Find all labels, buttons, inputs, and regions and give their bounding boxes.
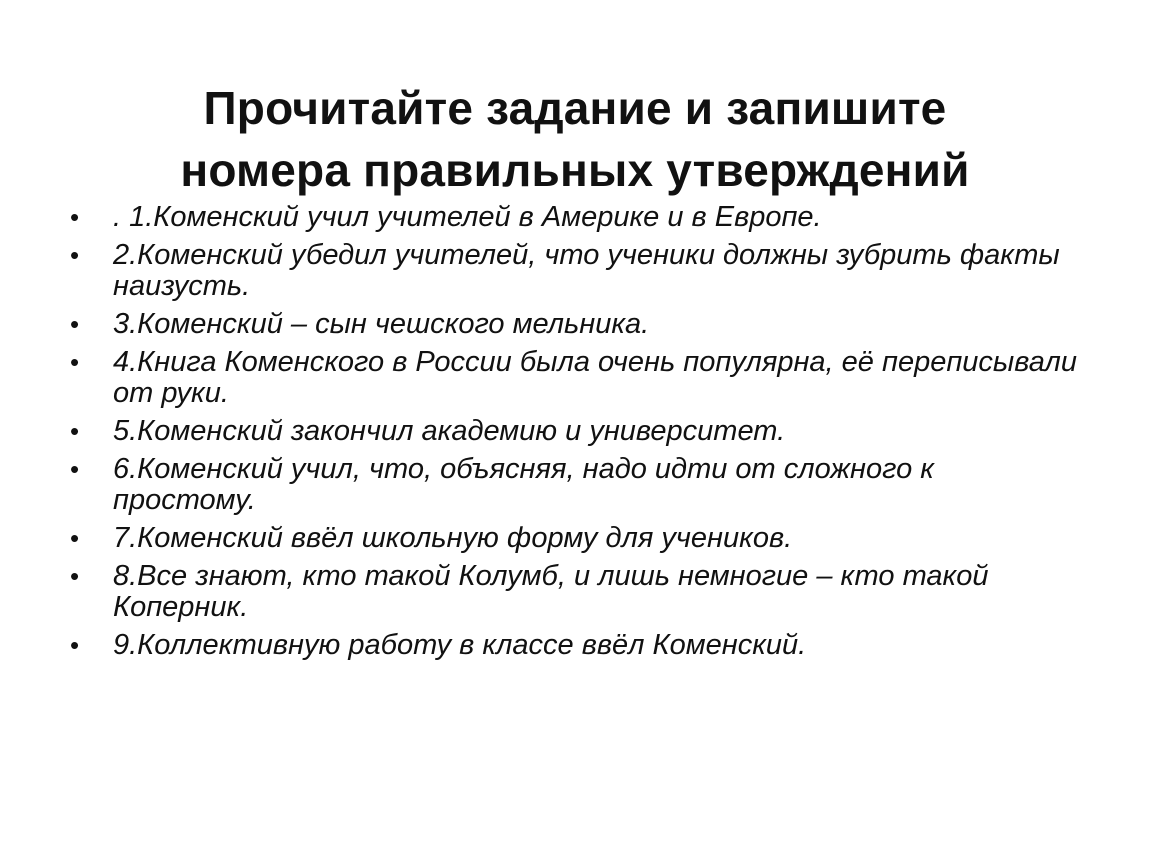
statement-text-4: 4.Книга Коменского в России была очень популярна, её переписывали от руки. <box>113 346 1078 409</box>
statement-list <box>70 202 1080 668</box>
statement-item-3 <box>70 309 1080 340</box>
bullet-icon: • <box>70 347 80 377</box>
statement-text-1: . 1.Коменский учил учителей в Америке и в Европе. <box>113 201 822 233</box>
statement-item-7 <box>70 523 1080 554</box>
bullet-icon: • <box>70 202 80 232</box>
statement-item-1 <box>70 202 1080 233</box>
bullet-icon: • <box>70 416 80 446</box>
statement-text-3: 3.Коменский – сын чешского мельника. <box>113 308 650 340</box>
statement-item-4 <box>70 347 1080 409</box>
statement-item-2 <box>70 240 1080 302</box>
bullet-icon: • <box>70 309 80 339</box>
slide-title-line-1: Прочитайте задание и запишите <box>203 81 947 134</box>
bullet-icon: • <box>70 630 80 660</box>
bullet-icon: • <box>70 561 80 591</box>
statement-text-7: 7.Коменский ввёл школьную форму для учеников. <box>113 522 793 554</box>
statement-text-5: 5.Коменский закончил академию и университет. <box>113 415 786 447</box>
bullet-icon: • <box>70 240 80 270</box>
slide-title-line-2: номера правильных утверждений <box>180 143 970 196</box>
statement-item-9 <box>70 630 1080 661</box>
statement-text-9: 9.Коллективную работу в классе ввёл Коменский. <box>113 629 807 661</box>
slide-title <box>80 77 1070 201</box>
statement-text-8: 8.Все знают, кто такой Колумб, и лишь немногие – кто такой Коперник. <box>113 560 989 623</box>
statement-item-8 <box>70 561 1080 623</box>
statement-item-6 <box>70 454 1080 516</box>
bullet-icon: • <box>70 523 80 553</box>
statement-text-2: 2.Коменский убедил учителей, что ученики должны зубрить факты наизусть. <box>113 239 1060 302</box>
statement-item-5 <box>70 416 1080 447</box>
bullet-icon: • <box>70 454 80 484</box>
statement-text-6: 6.Коменский учил, что, объясняя, надо идти от сложного к простому. <box>113 453 934 516</box>
